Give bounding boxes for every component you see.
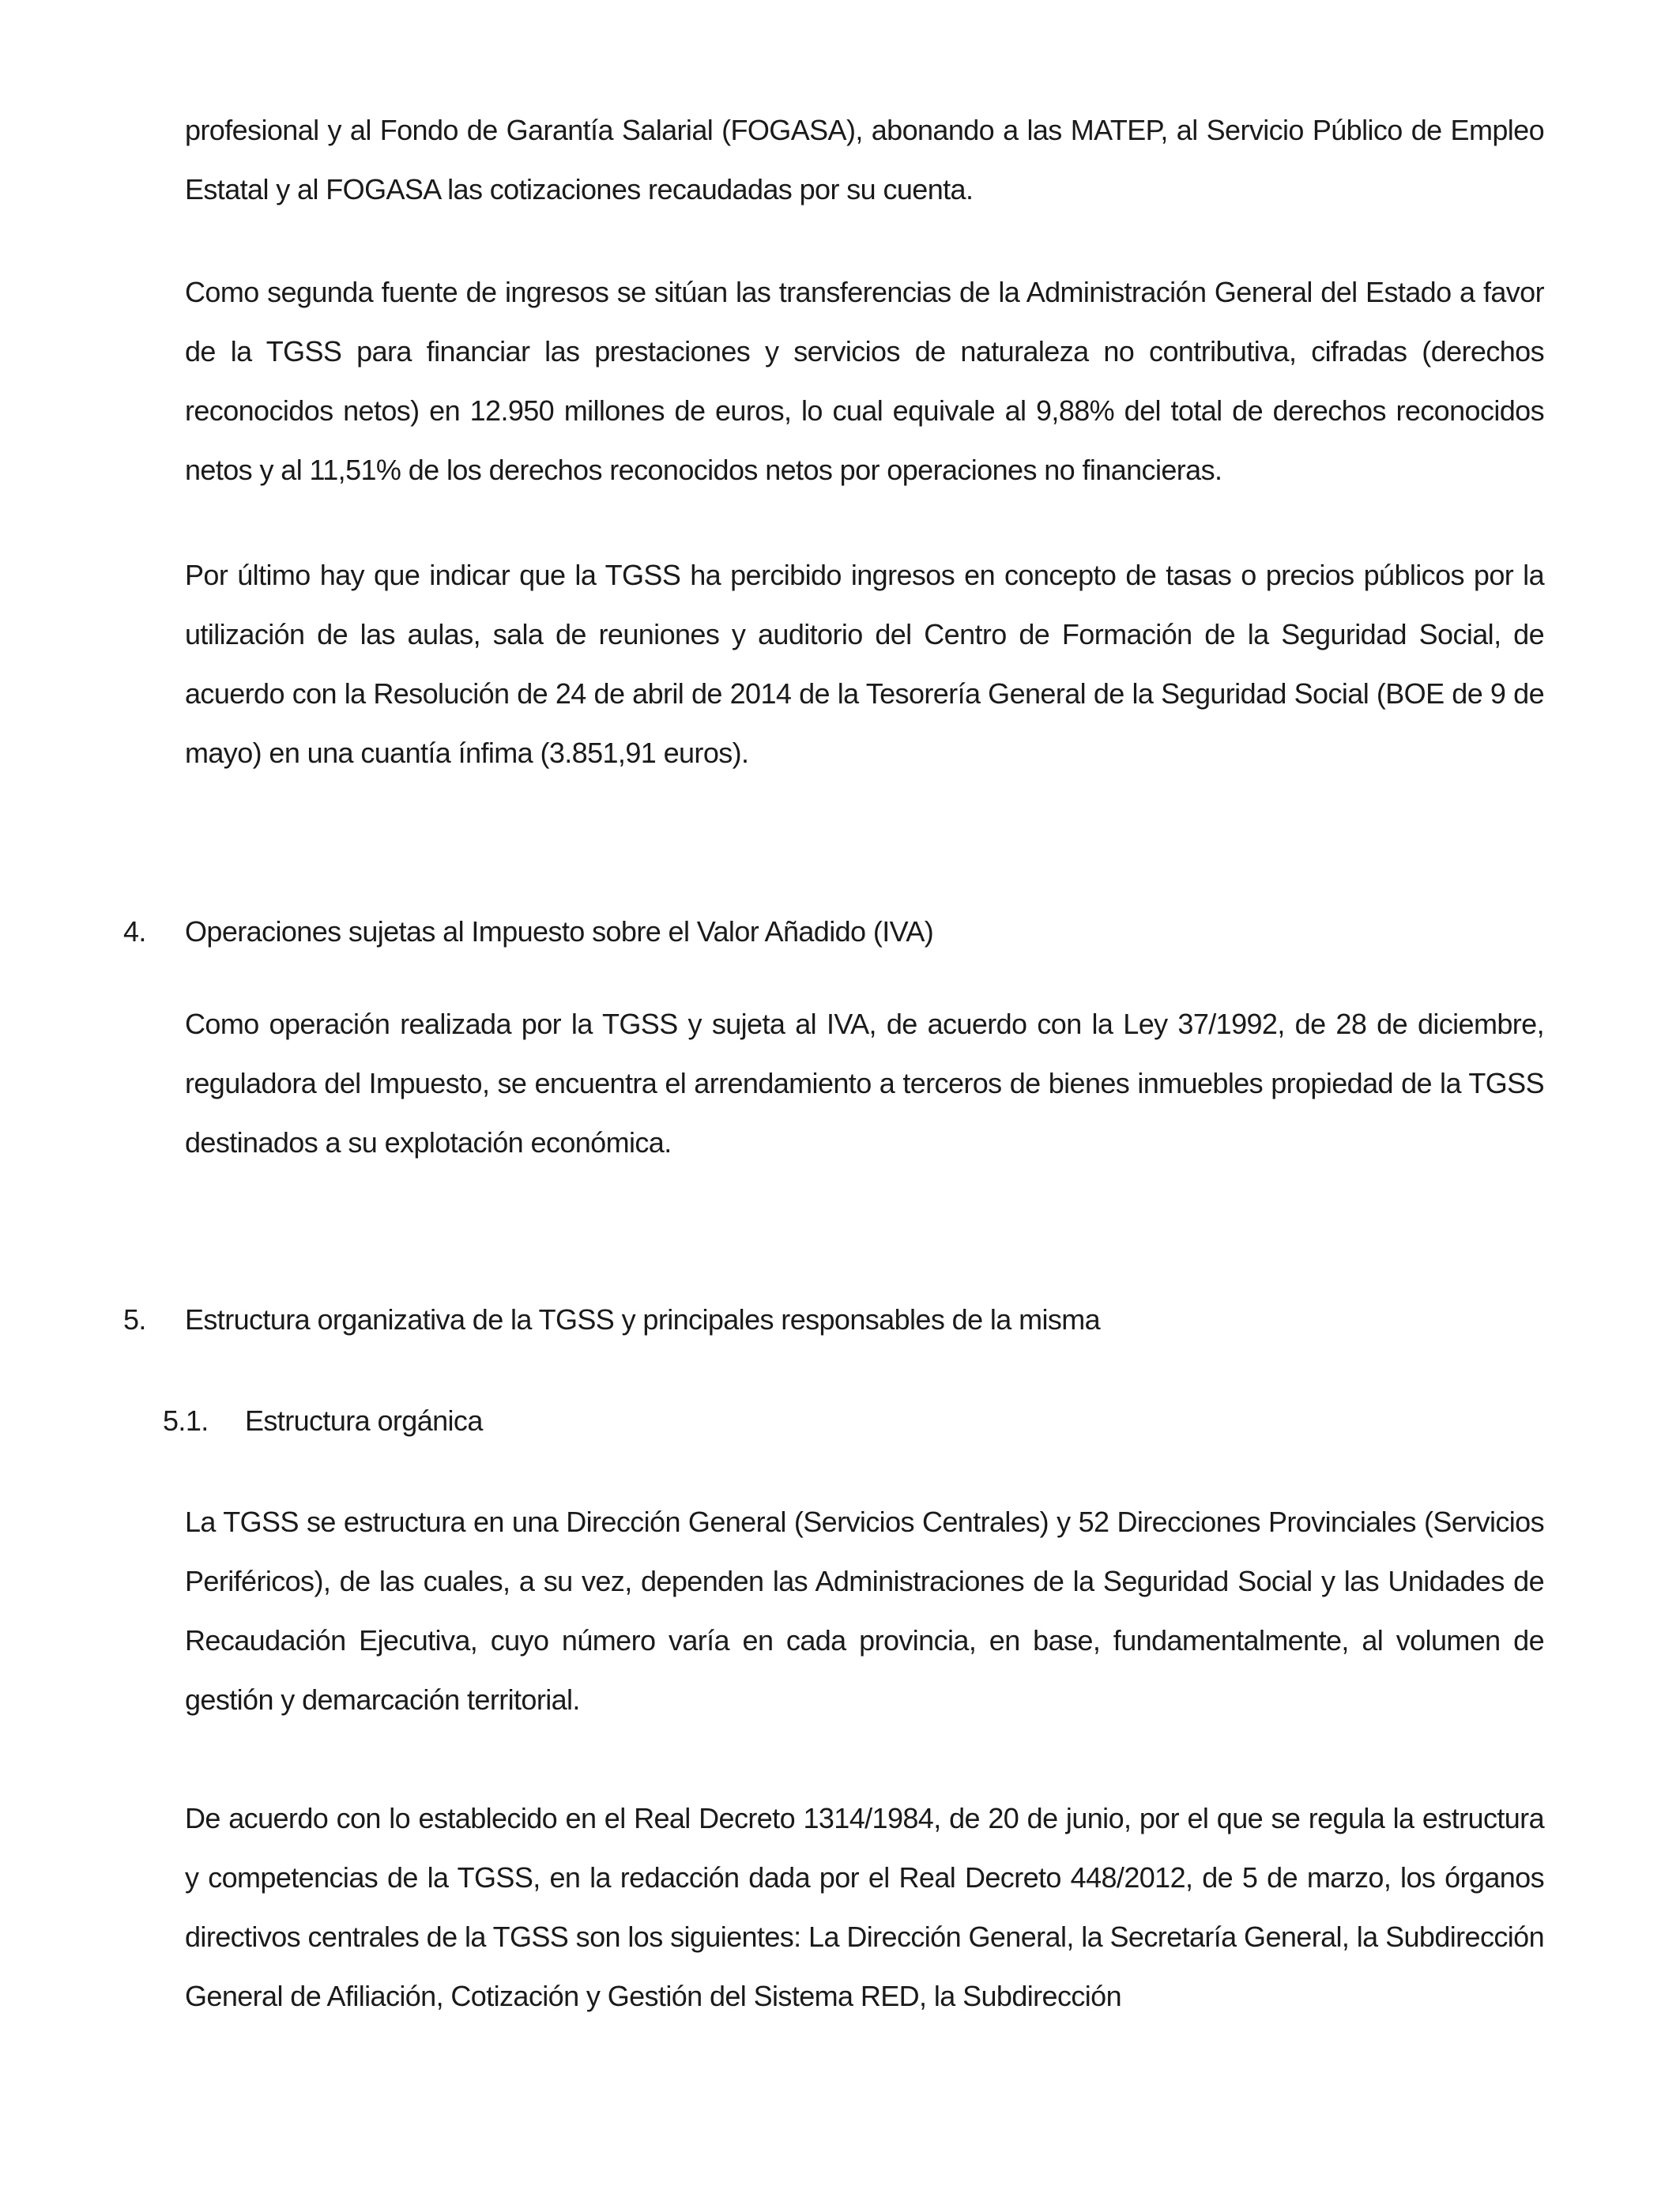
subsection-heading-5-1 (163, 1401, 483, 1441)
subsection-title: Estructura orgánica (245, 1404, 483, 1437)
section-title: Estructura organizativa de la TGSS y principales responsables de la misma (185, 1303, 1101, 1336)
paragraph-estructura: La TGSS se estructura en una Dirección General (Servicios Centrales) y 52 Direcciones Provinciales (Servicios Periféricos), de las cuales, a su vez, dependen las Administraciones de la Seguridad Social y las Unidades de Recaudación Ejecutiva, cuyo número varía en cada provincia, en base, fundamentalmente, al volumen de gestión y demarcación territorial. (185, 1506, 1544, 1716)
section-title: Operaciones sujetas al Impuesto sobre el Valor Añadido (IVA) (185, 915, 934, 948)
paragraph-real-decreto: De acuerdo con lo establecido en el Real Decreto 1314/1984, de 20 de junio, por el que se regula la estructura y competencias de la TGSS, en la redacción dada por el Real Decreto 448/2012, de 5 de marzo, los órganos directivos centrales de la TGSS son los siguientes: La Dirección General, la Secretaría General, la Subdirección General de Afiliación, Cotización y Gestión del Sistema RED, la Subdirección (185, 1802, 1544, 2012)
paragraph-tasas: Por último hay que indicar que la TGSS ha percibido ingresos en concepto de tasas o precios públicos por la utilización de las aulas, sala de reuniones y auditorio del Centro de Formación de la Seguridad Social, de acuerdo con la Resolución de 24 de abril de 2014 de la Tesorería General de la Seguridad Social (BOE de 9 de mayo) en una cuantía ínfima (3.851,91 euros). (185, 559, 1544, 769)
paragraph-iva: Como operación realizada por la TGSS y sujeta al IVA, de acuerdo con la Ley 37/1992, de 28 de diciembre, reguladora del Impuesto, se encuentra el arrendamiento a terceros de bienes inmuebles propiedad de la TGSS destinados a su explotación económica. (185, 1008, 1544, 1159)
section-heading-5 (123, 1300, 1101, 1340)
section-heading-4 (123, 912, 934, 952)
paragraph-transferencias: Como segunda fuente de ingresos se sitúan las transferencias de la Administración General del Estado a favor de la TGSS para financiar las prestaciones y servicios de naturaleza no contributiva, cifradas (derechos reconocidos netos) en 12.950 millones de euros, lo cual equivale al 9,88% del total de derechos reconocidos netos y al 11,51% de los derechos reconocidos netos por operaciones no financieras. (185, 276, 1544, 486)
section-number: 4. (123, 915, 146, 948)
subsection-number: 5.1. (163, 1404, 209, 1437)
paragraph-fogasa: profesional y al Fondo de Garantía Salarial (FOGASA), abonando a las MATEP, al Servicio Público de Empleo Estatal y al FOGASA las cotizaciones recaudadas por su cuenta. (185, 114, 1544, 205)
section-number: 5. (123, 1303, 146, 1336)
